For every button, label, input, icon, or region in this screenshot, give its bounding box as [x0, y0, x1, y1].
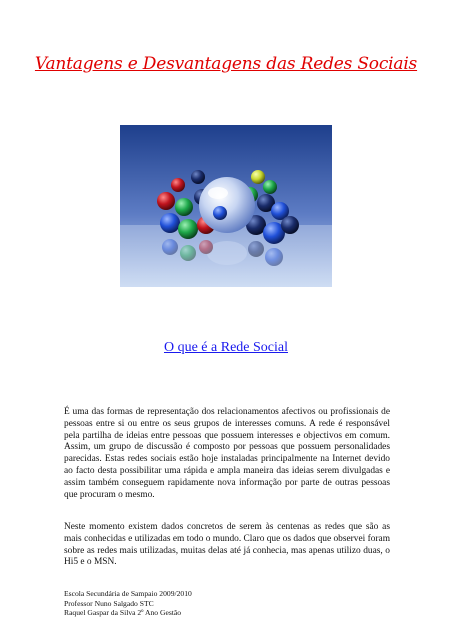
- paragraph-networks: Neste momento existem dados concretos de serem às centenas as redes que são as mais conhecidas e utilizadas em todo o mundo. Claro que os dados que observei foram sobre as redes mais utilizadas, muitas delas até já conhecia, mas apenas utilizo duas, o Hi5 e o MSN.: [64, 522, 390, 568]
- paragraph-definition: É uma das formas de representação dos relacionamentos afectivos ou profissionais de pessoas entre si ou entre os seus grupos de interesses comuns. A rede é responsável pela partilha de ideias entre pessoas que possuem interesses e objectivos em comum. Assim, um grupo de discussão é composto por pessoas que possuem personalidades parecidas. Estas redes sociais estão hoje instaladas principalmente na Internet devido ao facto desta possibilitar uma rápida e ampla maneira das ideias serem divulgadas e assim também conseguem rapidamente nova informação por parte de outras pessoas que procuram o mesmo.: [64, 407, 390, 500]
- section-heading: O que é a Rede Social: [163, 340, 288, 355]
- footer: [64, 589, 364, 618]
- footer-author: Raquel Gaspar da Silva 2º Ano Gestão: [64, 608, 182, 618]
- page-title: Vantagens e Desvantagens das Redes Sociais: [34, 54, 418, 74]
- footer-school: Escola Secundária de Sampaio 2009/2010: [64, 589, 192, 598]
- network-spheres-image: [120, 125, 332, 287]
- footer-teacher: Professor Nuno Salgado STC: [64, 598, 154, 608]
